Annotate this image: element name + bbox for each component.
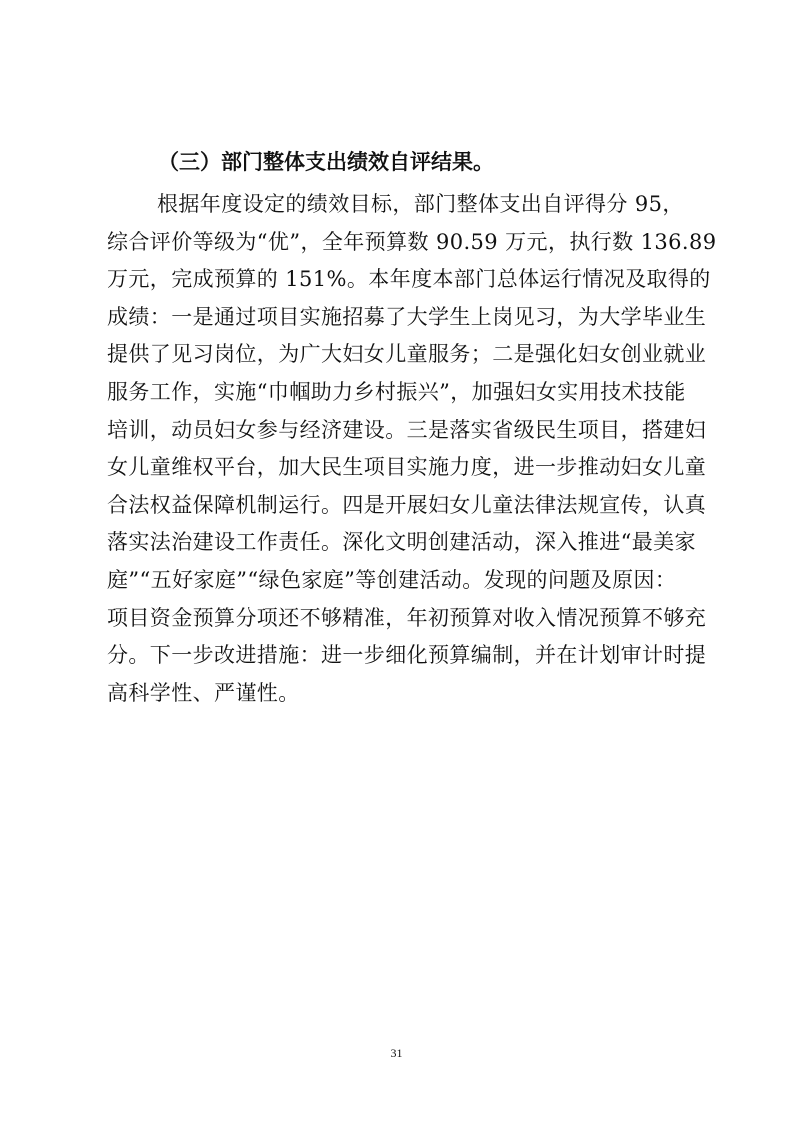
paragraph-line: 分。下一步改进措施：进一步细化预算编制，并在计划审计时提 — [107, 643, 707, 668]
body-paragraph — [107, 186, 717, 712]
paragraph-line: 成绩：一是通过项目实施招募了大学生上岗见习，为大学毕业生 — [107, 304, 707, 329]
paragraph-line: 项目资金预算分项还不够精准，年初预算对收入情况预算不够充 — [107, 605, 707, 630]
paragraph-line: 高科学性、严谨性。 — [107, 680, 300, 705]
paragraph-line: 女儿童维权平台，加大民生项目实施力度，进一步推动妇女儿童 — [107, 455, 707, 480]
section-heading: （三）部门整体支出绩效自评结果。 — [158, 149, 494, 174]
paragraph-line: 根据年度设定的绩效目标，部门整体支出自评得分 95， — [157, 192, 684, 216]
paragraph-line: 提供了见习岗位，为广大妇女儿童服务；二是强化妇女创业就业 — [107, 342, 707, 367]
paragraph-line: 合法权益保障机制运行。四是开展妇女儿童法律法规宣传，认真 — [107, 492, 707, 517]
paragraph-line: 综合评价等级为“优”，全年预算数 90.59 万元，执行数 136.89 — [107, 229, 717, 254]
paragraph-line: 落实法治建设工作责任。深化文明创建活动，深入推进“最美家 — [107, 530, 696, 555]
page-number: 31 — [390, 1046, 403, 1060]
paragraph-line: 庭”“五好家庭”“绿色家庭”等创建活动。发现的问题及原因： — [107, 567, 677, 592]
paragraph-line: 万元，完成预算的 151%。本年度本部门总体运行情况及取得的 — [107, 267, 711, 292]
paragraph-line: 服务工作，实施“巾帼助力乡村振兴”，加强妇女实用技术技能 — [107, 379, 686, 404]
paragraph-line: 培训，动员妇女参与经济建设。三是落实省级民生项目，搭建妇 — [107, 417, 707, 442]
